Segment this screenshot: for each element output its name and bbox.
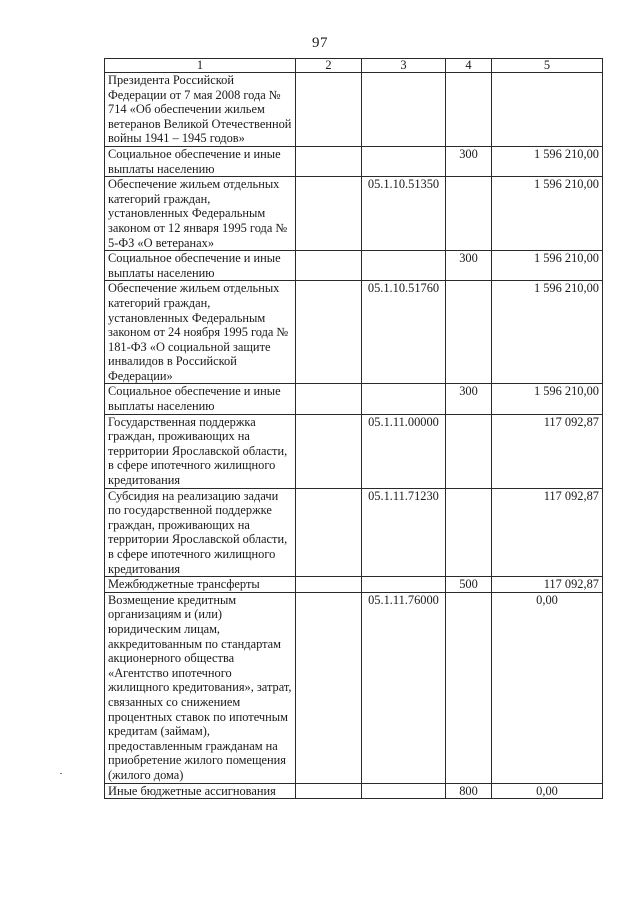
row-col2-cell bbox=[296, 592, 362, 783]
row-type-cell bbox=[446, 414, 492, 488]
row-name-cell: Иные бюджетные ассигнования bbox=[105, 783, 296, 799]
row-col2-cell bbox=[296, 783, 362, 799]
row-type-cell bbox=[446, 177, 492, 251]
table-row bbox=[105, 177, 603, 251]
row-sum-cell: 117 092,87 bbox=[492, 488, 603, 577]
row-code-cell bbox=[362, 251, 446, 281]
table-header-row bbox=[105, 59, 603, 73]
row-type-cell: 800 bbox=[446, 783, 492, 799]
row-sum-cell: 1 596 210,00 bbox=[492, 281, 603, 384]
table-row bbox=[105, 577, 603, 593]
row-name-cell: Обеспечение жильем отдельных категорий граждан, установленных Федеральным законом от 24 ноября 1995 года № 181-ФЗ «О социальной защите инвалидов в Российской Федерации» bbox=[105, 281, 296, 384]
row-sum-cell bbox=[492, 73, 603, 147]
row-col2-cell bbox=[296, 414, 362, 488]
table-row bbox=[105, 384, 603, 414]
table-row bbox=[105, 783, 603, 799]
row-col2-cell bbox=[296, 384, 362, 414]
column-header: 5 bbox=[492, 59, 603, 73]
row-name-cell: Межбюджетные трансферты bbox=[105, 577, 296, 593]
row-sum-cell: 1 596 210,00 bbox=[492, 177, 603, 251]
row-sum-cell: 1 596 210,00 bbox=[492, 251, 603, 281]
column-header: 3 bbox=[362, 59, 446, 73]
row-name-cell: Субсидия на реализацию задачи по государственной поддержке граждан, проживающих на территории Ярославской области, в сфере ипотечного жилищного кредитования bbox=[105, 488, 296, 577]
row-code-cell: 05.1.11.76000 bbox=[362, 592, 446, 783]
row-type-cell: 500 bbox=[446, 577, 492, 593]
row-name-cell: Социальное обеспечение и иные выплаты населению bbox=[105, 384, 296, 414]
page-number: 97 bbox=[312, 35, 328, 51]
row-col2-cell bbox=[296, 488, 362, 577]
table-row bbox=[105, 146, 603, 176]
budget-table bbox=[104, 58, 603, 799]
row-name-cell: Обеспечение жильем отдельных категорий граждан, установленных Федеральным законом от 12 января 1995 года № 5-ФЗ «О ветеранах» bbox=[105, 177, 296, 251]
row-type-cell bbox=[446, 488, 492, 577]
row-code-cell bbox=[362, 384, 446, 414]
table-row bbox=[105, 251, 603, 281]
row-sum-cell: 0,00 bbox=[492, 783, 603, 799]
row-type-cell bbox=[446, 73, 492, 147]
row-name-cell: Президента Российской Федерации от 7 мая 2008 года № 714 «Об обеспечении жильем ветеранов Великой Отечественной войны 1941 – 1945 годов» bbox=[105, 73, 296, 147]
row-code-cell: 05.1.10.51350 bbox=[362, 177, 446, 251]
row-col2-cell bbox=[296, 281, 362, 384]
row-code-cell bbox=[362, 783, 446, 799]
row-sum-cell: 1 596 210,00 bbox=[492, 146, 603, 176]
row-sum-cell: 0,00 bbox=[492, 592, 603, 783]
row-name-cell: Возмещение кредитным организациям и (или) юридическим лицам, аккредитованным по стандартам акционерного общества «Агентство ипотечного жилищного кредитования», затрат, связанных со снижением процентных ставок по ипотечным кредитам (займам), предоставленным гражданам на приобретение жилого помещения (жилого дома) bbox=[105, 592, 296, 783]
row-col2-cell bbox=[296, 177, 362, 251]
row-code-cell: 05.1.11.00000 bbox=[362, 414, 446, 488]
row-code-cell bbox=[362, 73, 446, 147]
row-name-cell: Государственная поддержка граждан, проживающих на территории Ярославской области, в сфере ипотечного жилищного кредитования bbox=[105, 414, 296, 488]
row-sum-cell: 117 092,87 bbox=[492, 577, 603, 593]
row-col2-cell bbox=[296, 577, 362, 593]
column-header: 4 bbox=[446, 59, 492, 73]
row-sum-cell: 1 596 210,00 bbox=[492, 384, 603, 414]
row-code-cell bbox=[362, 577, 446, 593]
table-row bbox=[105, 488, 603, 577]
table-row bbox=[105, 281, 603, 384]
row-type-cell bbox=[446, 592, 492, 783]
row-col2-cell bbox=[296, 146, 362, 176]
table-row bbox=[105, 592, 603, 783]
row-type-cell: 300 bbox=[446, 146, 492, 176]
row-name-cell: Социальное обеспечение и иные выплаты населению bbox=[105, 146, 296, 176]
column-header: 2 bbox=[296, 59, 362, 73]
row-col2-cell bbox=[296, 73, 362, 147]
row-code-cell: 05.1.10.51760 bbox=[362, 281, 446, 384]
table-row bbox=[105, 414, 603, 488]
row-type-cell: 300 bbox=[446, 384, 492, 414]
row-sum-cell: 117 092,87 bbox=[492, 414, 603, 488]
row-type-cell bbox=[446, 281, 492, 384]
row-name-cell: Социальное обеспечение и иные выплаты населению bbox=[105, 251, 296, 281]
table-row bbox=[105, 73, 603, 147]
row-code-cell: 05.1.11.71230 bbox=[362, 488, 446, 577]
row-code-cell bbox=[362, 146, 446, 176]
row-col2-cell bbox=[296, 251, 362, 281]
column-header: 1 bbox=[105, 59, 296, 73]
scan-speck bbox=[60, 773, 62, 774]
row-type-cell: 300 bbox=[446, 251, 492, 281]
